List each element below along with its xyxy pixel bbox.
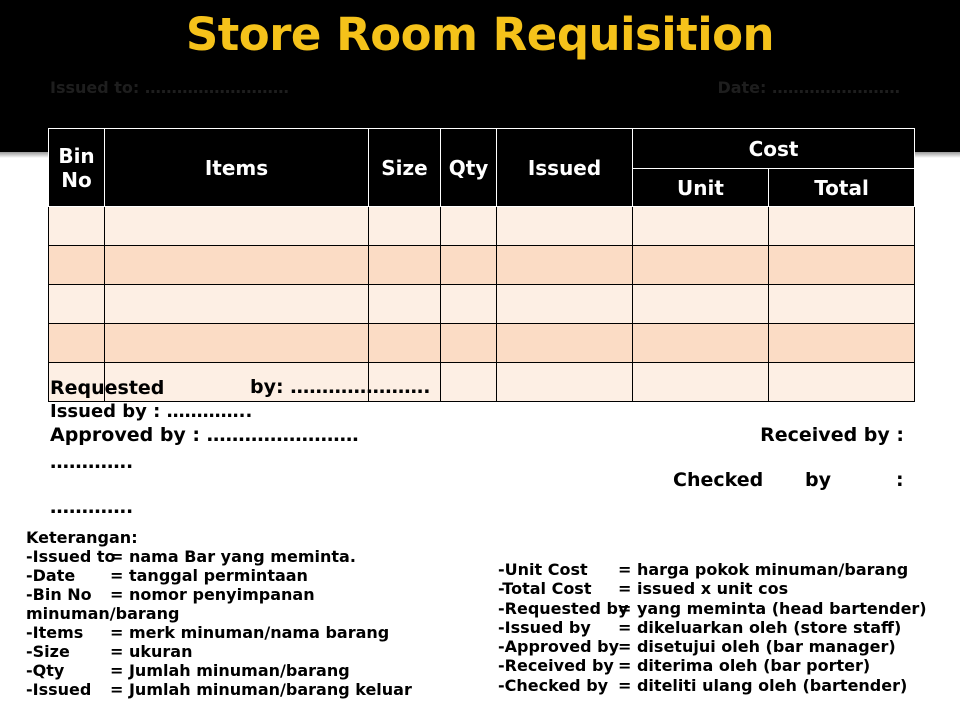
col-items: Items [105,129,369,207]
note-value: = diteliti ulang oleh (bartender) [618,675,908,695]
table-cell[interactable] [369,246,441,285]
note-value: = diterima oleh (bar porter) [618,656,871,676]
approved-dots: …………. [50,451,134,473]
note-key: -Qty [26,661,65,680]
note-line [26,623,456,642]
table-cell[interactable] [105,246,369,285]
table-cell[interactable] [769,324,915,363]
table-cell[interactable] [105,324,369,363]
table-cell[interactable] [441,363,497,402]
note-line [498,637,938,656]
col-cost: Cost [633,129,915,169]
note-value: = tanggal permintaan [110,566,308,585]
note-key: -Requested by [498,598,629,618]
note-key: -Total Cost [498,579,592,599]
notes-right [498,560,938,695]
table-cell[interactable] [105,285,369,324]
table-cell[interactable] [441,285,497,324]
note-line [498,599,938,618]
note-value: = merk minuman/nama barang [110,623,390,642]
note-line [26,661,456,680]
table-cell[interactable] [769,207,915,246]
table-row [49,285,915,324]
col-issued: Issued [497,129,633,207]
table-cell[interactable] [633,246,769,285]
table-cell[interactable] [369,285,441,324]
note-line [498,579,938,598]
note-value: = ukuran [110,642,193,661]
table-cell[interactable] [49,207,105,246]
note-line [498,560,938,579]
notes-heading: Keterangan: [26,528,138,547]
note-value: minuman/barang [26,604,180,623]
note-key: -Approved by [498,637,619,657]
issued-to-field: Issued to: ……………………… [50,78,289,97]
table-row [49,324,915,363]
col-unit: Unit [633,169,769,207]
note-key: -Issued by [498,617,591,637]
note-line [498,618,938,637]
table-cell[interactable] [369,207,441,246]
table-cell[interactable] [49,285,105,324]
table-row [49,207,915,246]
requested-by: by: …………………. [250,376,431,398]
table-row [49,363,915,402]
note-value: = issued x unit cos [618,579,789,599]
requisition-table [48,128,915,402]
note-line [26,680,456,699]
table-cell[interactable] [441,207,497,246]
table-cell[interactable] [769,285,915,324]
note-value: = dikeluarkan oleh (store staff) [618,617,902,637]
table-cell[interactable] [369,324,441,363]
note-key: -Bin No [26,585,92,604]
requested-label: Requested [50,377,165,399]
table-cell[interactable] [497,207,633,246]
checked-label: Checked [673,469,764,491]
col-bin-no: Bin No [49,129,105,207]
note-key: -Unit Cost [498,560,588,579]
table-cell[interactable] [633,285,769,324]
col-qty: Qty [441,129,497,207]
col-total: Total [769,169,915,207]
date-field: Date: …………………… [717,78,900,97]
note-key: -Items [26,623,84,642]
note-value: = nomor penyimpanan [110,585,315,604]
approved-by: Approved by : …………………… [50,424,359,446]
note-value: = Jumlah minuman/barang keluar [110,680,412,699]
col-size: Size [369,129,441,207]
table-cell[interactable] [441,246,497,285]
table-cell[interactable] [497,285,633,324]
note-value: = yang meminta (head bartender) [618,598,927,618]
note-line [498,676,938,695]
note-key: -Received by [498,656,614,676]
table-cell[interactable] [441,324,497,363]
table-cell[interactable] [769,246,915,285]
note-key: -Date [26,566,76,585]
note-key: -Checked by [498,675,609,695]
note-value: = Jumlah minuman/barang [110,661,350,680]
table-cell[interactable] [497,324,633,363]
note-line [26,604,456,623]
table-body [49,207,915,402]
note-value: = nama Bar yang meminta. [110,547,356,566]
note-line [26,566,456,585]
table-cell[interactable] [633,207,769,246]
table-cell[interactable] [497,363,633,402]
table-cell[interactable] [49,324,105,363]
checked-dots: …………. [50,496,134,518]
note-value: = disetujui oleh (bar manager) [618,637,896,657]
note-value: = harga pokok minuman/barang [618,560,909,579]
table-cell[interactable] [769,363,915,402]
checked-colon: : [896,469,904,491]
notes-left [26,528,456,699]
note-line [26,547,456,566]
issued-by: Issued by : ………….. [50,401,253,422]
note-key: -Issued to [26,547,116,566]
table-cell[interactable] [497,246,633,285]
page-title: Store Room Requisition [185,8,775,61]
note-line [26,585,456,604]
note-key: -Issued [26,680,92,699]
table-cell[interactable] [105,207,369,246]
note-line [498,656,938,675]
table-row [49,246,915,285]
note-key: -Size [26,642,70,661]
table-cell[interactable] [633,324,769,363]
note-line [26,642,456,661]
received-by: Received by : [760,424,904,446]
table-cell[interactable] [49,246,105,285]
checked-by: by [805,469,831,491]
table-cell[interactable] [633,363,769,402]
